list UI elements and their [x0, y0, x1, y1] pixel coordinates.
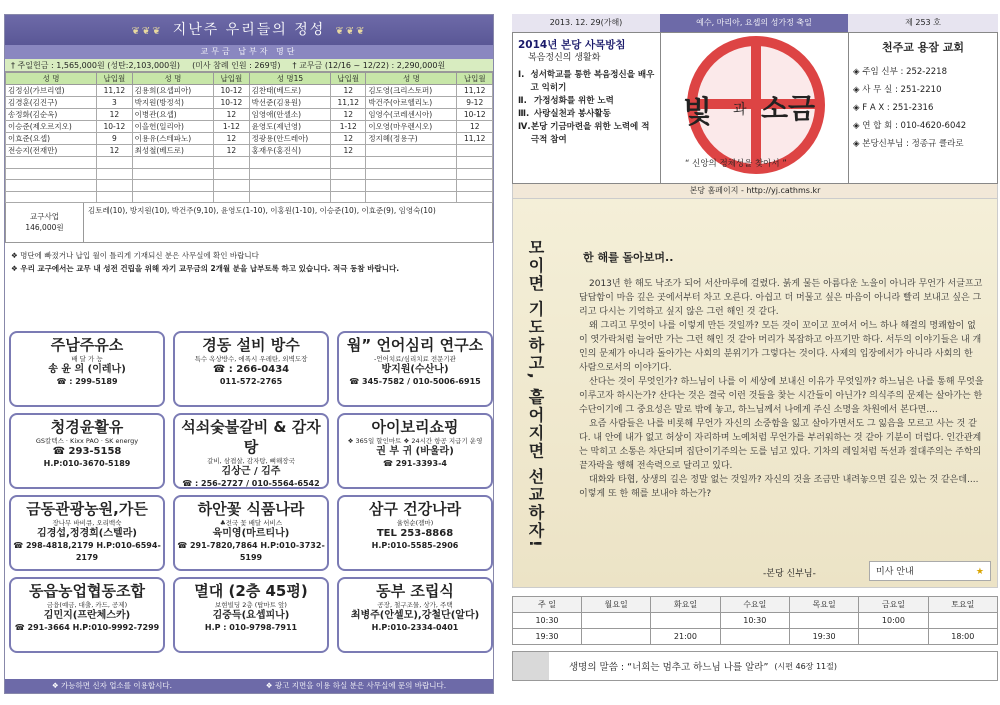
policy-number: Ⅰ.: [518, 70, 525, 80]
ad-box: [9, 495, 165, 571]
corp-label: [6, 203, 84, 242]
policy-title: 2014년 본당 사목방침: [518, 39, 626, 51]
table-cell: 이을헌(일리아): [132, 121, 214, 133]
ad-box: [9, 331, 165, 407]
policy-text: 가정성화를 위한 노력: [534, 96, 614, 106]
right-page: [512, 14, 998, 694]
contact-line: [853, 135, 993, 153]
policy-number: Ⅲ.: [518, 109, 530, 119]
page-title: ❦❦❦ 지난주 우리들의 정성 ❦❦❦: [5, 15, 493, 45]
ad-detail: 율헌순(젬마): [396, 519, 434, 527]
mass-cell: 토요일: [928, 597, 997, 613]
homepage-link[interactable]: 본당 홈페이지 - http://yj.cathms.kr: [512, 184, 998, 198]
essay-paragraph: 2013년 한 해도 낙조가 되어 서산마루에 걸렸다. 붉게 물든 아름다운 노을이 아니라 무언가 서글프고 답답함이 마음 깊은 곳에서부터 차고 오른다. 아쉽고 더 머물고 싶은 마음이 아니라 빨리 보내고 싶은 그리고 다시는 기억하고 싶지 않은 그런 해인 것 같다.: [579, 279, 983, 317]
mass-schedule-table: [512, 596, 998, 645]
ad-box: [9, 413, 165, 489]
ad-detail: 배 달 가 능: [71, 355, 103, 363]
table-cell: [457, 180, 493, 192]
mass-cell: 주 일: [513, 597, 582, 613]
mass-cell: [581, 629, 650, 645]
mass-row: [513, 597, 998, 613]
table-cell: [249, 191, 331, 203]
ad-name: 하안꽃 식품나라: [197, 500, 305, 518]
column-header: 납입월: [214, 73, 249, 85]
mass-cell: [859, 629, 928, 645]
ad-phone: ☎ 291-3393-4: [383, 459, 447, 468]
table-cell: [249, 180, 331, 192]
mass-attendance: (미사 참례 인원 : 269명): [192, 61, 281, 70]
table-cell: 임영애(안셀소): [249, 109, 331, 121]
table-cell: [6, 180, 97, 192]
corp-names: 김토레(10), 방지원(10), 박건주(9,10), 윤영도(1-10), 이홍원(1-10), 이승준(10), 이효준(9), 임영숙(10): [88, 206, 436, 215]
essay-signature: -본당 신부님-: [763, 569, 816, 579]
mass-cell: 19:30: [513, 629, 582, 645]
mass-row: [513, 613, 998, 629]
column-header: 성 명15: [249, 73, 331, 85]
essay-title: 한 해를 돌아보며..: [583, 251, 674, 264]
table-cell: 10-12: [457, 109, 493, 121]
word-of-life: [512, 651, 998, 681]
table-cell: 최성철(베드로): [132, 145, 214, 157]
church-info: [849, 33, 997, 183]
table-cell: 10-12: [214, 97, 249, 109]
table-row: [6, 133, 493, 145]
ad-owner: 김민지(프란체스카): [43, 610, 131, 621]
essay-paragraph: 산다는 것이 무엇인가? 하느님이 나를 이 세상에 보내신 이유가 무엇일까? 하느님은 나를 통해 무엇을 이루고자 하시는가? 산다는 것은 결국 이런 것들을 찾는 시간들이 아닌가? 의식주의 문제는 살아가는 한 수단이기에 그 중요성은 말로 밖에 놓고, 하느님께서 나에게 주신 소명을 차원에서 본다면....: [579, 377, 984, 415]
mass-cell: [720, 629, 789, 645]
contact-line: [853, 63, 993, 81]
vertical-slogan: 모이면 기도하고, 흩어지면 선교하자!: [526, 238, 545, 550]
column-header: 납입월: [331, 73, 366, 85]
table-cell: 12: [331, 133, 366, 145]
table-cell: [97, 157, 132, 169]
table-cell: [331, 168, 366, 180]
table-cell: 12: [97, 109, 132, 121]
mass-cell: [581, 613, 650, 629]
feast-name: 예수, 마리아, 요셉의 성가정 축일: [660, 14, 848, 32]
table-cell: [6, 157, 97, 169]
ad-phone: ☎ 291-7820,7864 H.P:010-3732-5199: [177, 541, 325, 562]
notes: [5, 243, 493, 275]
mass-row: [513, 629, 998, 645]
mass-cell: 21:00: [651, 629, 720, 645]
table-cell: [457, 157, 493, 169]
left-footer: [5, 679, 493, 693]
table-row: [6, 180, 493, 192]
contact-text: 본당신부님 : 정종규 클라로: [862, 139, 964, 149]
contact-line: [853, 117, 993, 135]
table-cell: 12: [331, 109, 366, 121]
table-row: [6, 109, 493, 121]
table-cell: 12: [331, 145, 366, 157]
mass-cell: 화요일: [651, 597, 720, 613]
policy-number: Ⅳ.: [518, 122, 531, 132]
corp-row: [5, 203, 493, 243]
ad-detail: ❖ 365일 할인마트 ❖ 24시간 항공 지급기 운영: [347, 437, 483, 445]
ad-phone: ☎ 298-4818,2179 H.P:010-6594-2179: [13, 541, 161, 562]
ad-box: [337, 413, 493, 489]
corp-label-text: 교구사업 146,000원: [25, 212, 64, 232]
table-cell: [331, 180, 366, 192]
contact-text: 주임 신부 : 252-2218: [862, 67, 947, 77]
column-header: 성 명: [132, 73, 214, 85]
table-cell: 12: [457, 121, 493, 133]
ad-owner: 김경섭,정경희(스텔라): [37, 528, 137, 539]
subtitle: 교무금 납부자 명단: [5, 45, 493, 59]
table-cell: 11,12: [457, 85, 493, 97]
ad-name: 주남주유소: [50, 336, 124, 354]
table-cell: [457, 191, 493, 203]
logo-and: 과: [733, 102, 747, 118]
table-cell: [132, 157, 214, 169]
ad-owner: 송 윤 의 (이레나): [48, 364, 126, 375]
ad-detail: 특수 옥상방수, 에폭시 우레탄, 외벽도장: [194, 355, 308, 363]
ad-detail: 갈비, 삼겹살, 감자탕, 뼈해장국: [207, 457, 295, 465]
mass-guide-label: [869, 561, 991, 581]
table-cell: [366, 168, 457, 180]
ad-detail: 공장, 철구조물, 상가, 주택: [377, 601, 453, 609]
ad-detail: 보현빌딩 2층 (탑마트 앞): [215, 601, 287, 609]
table-cell: [214, 157, 249, 169]
mass-cell: 10:30: [513, 613, 582, 629]
ad-owner: 최병주(안셀모),강철단(알다): [350, 610, 480, 621]
ad-owner: 권 부 귀 (바울라): [376, 446, 454, 457]
footer-note-2: ❖ 광고 지면을 이용 하실 분은 사무실에 문의 바랍니다.: [265, 681, 447, 690]
table-row: [6, 145, 493, 157]
diamond-icon: ◈: [853, 67, 863, 77]
ad-name: 금동관광농원,가든: [26, 500, 148, 518]
header-box: [512, 32, 998, 184]
table-cell: 12: [214, 145, 249, 157]
table-cell: 10-12: [97, 121, 132, 133]
policy-item: [518, 95, 655, 108]
table-cell: 1-12: [331, 121, 366, 133]
table-cell: 11,12: [331, 97, 366, 109]
table-cell: 이병관(요셉): [132, 109, 214, 121]
ad-phone: ☎ 291-3664 H.P:010-9992-7299: [14, 623, 160, 632]
table-cell: 송정화(김순옥): [6, 109, 97, 121]
essay-paragraph: 왜 그리고 무엇이 나를 이렇게 만든 것일까? 모든 것이 꼬이고 꼬여서 어느 하나 해결의 명쾌함이 없이 엿가락처럼 늘어만 가는 그런 해인 것 같아 머리가 복잡하고 아프기만 하다. 서두의 이야기들은 내 개인의 문제가 아니라 돌아가는 사회의 분위기가 그렇다는 것이다. 사제의 입장에서가 아니라 사회의 한 사람으로서의 이야기다.: [579, 321, 982, 373]
contact-text: F A X : 251-2316: [862, 103, 934, 113]
table-cell: 김찬태(베드로): [249, 85, 331, 97]
mass-cell: 월요일: [581, 597, 650, 613]
table-cell: [214, 191, 249, 203]
ad-box: [337, 577, 493, 653]
note-2: ❖ 우리 교구에서는 교무 내 성전 건립을 위해 자기 교무금의 2개월 분을 납부토록 하고 있습니다. 적극 동참 바랍니다.: [11, 264, 400, 273]
table-cell: 9: [97, 133, 132, 145]
ad-owner: ☎ 293-5158: [52, 446, 122, 457]
table-cell: 이오영(마우렌시오): [366, 121, 457, 133]
table-cell: [132, 191, 214, 203]
issue-bar: [512, 14, 998, 32]
table-cell: 10-12: [214, 85, 249, 97]
ad-phone: 011-572-2765: [219, 377, 283, 386]
ad-grid: [9, 331, 493, 653]
diamond-icon: ◈: [853, 139, 863, 149]
ad-owner: 육미영(마르티나): [212, 528, 290, 539]
table-cell: 김도영(크리스토퍼): [366, 85, 457, 97]
ad-box: [9, 577, 165, 653]
policy-subtitle: 복음정신의 생활화: [528, 53, 601, 63]
table-cell: 윤영도(제넌영): [249, 121, 331, 133]
ad-owner: 방지원(수산나): [381, 364, 449, 375]
table-row: [6, 157, 493, 169]
policy-item: [518, 69, 655, 95]
sunday-offering: † 주일헌금 : 1,565,000원 (성탄:2,103,000원): [11, 61, 181, 70]
mass-cell: 10:00: [859, 613, 928, 629]
table-row: [6, 168, 493, 180]
ad-phone: H.P:010-5585-2906: [371, 541, 459, 550]
table-cell: 박선준(김용원): [249, 97, 331, 109]
table-cell: 박지원(방정석): [132, 97, 214, 109]
mass-cell: 18:00: [928, 629, 997, 645]
ad-name: 동부 조립식: [376, 582, 454, 600]
table-cell: [249, 157, 331, 169]
table-cell: 이효준(요셉): [6, 133, 97, 145]
table-row: [6, 121, 493, 133]
table-cell: [97, 168, 132, 180]
table-cell: [97, 180, 132, 192]
table-cell: [132, 168, 214, 180]
star-icon: ★: [975, 567, 984, 577]
ad-phone: ☎ : 256-2727 / 010-5564-6542: [182, 479, 320, 488]
ad-name: 석쇠숯불갈비 & 감자탕: [181, 418, 321, 456]
column-header: 성 명: [6, 73, 97, 85]
table-cell: 전승지(전재만): [6, 145, 97, 157]
policy-text: 본당 기금마련을 위한 노력에 적극적 참여: [530, 122, 650, 145]
table-cell: 11,12: [97, 85, 132, 97]
mass-cell: [928, 613, 997, 629]
table-cell: [214, 168, 249, 180]
summary-bar: [5, 59, 493, 72]
table-cell: 홍재우(홍진식): [249, 145, 331, 157]
note-1: ❖ 명단에 빠졌거나 납입 월이 틀리게 기재되신 분은 사무실에 확인 바랍니다: [11, 251, 259, 260]
mass-cell: [651, 613, 720, 629]
ad-name: 청경윤활유: [50, 418, 124, 436]
logo-subtitle: “ 신앙의 정체성을 찾아서 ”: [685, 159, 787, 169]
mass-cell: 19:30: [789, 629, 858, 645]
ad-owner: 김상근 / 김주: [221, 466, 281, 477]
issue-number: 제 253 호: [848, 14, 998, 32]
ad-box: [173, 577, 329, 653]
table-cell: [366, 145, 457, 157]
mass-cell: [789, 613, 858, 629]
policy-number: Ⅱ.: [518, 96, 527, 106]
issue-date: 2013. 12. 29(가해): [512, 14, 660, 32]
table-cell: 9-12: [457, 97, 493, 109]
table-cell: 박건주(아르헬리노): [366, 97, 457, 109]
ad-detail: 장나무 바비큐, 오리백숙: [52, 519, 122, 527]
policy-text: 성서학교를 통한 복음정신을 배우고 익히기: [530, 70, 655, 93]
ad-phone: H.P : 010-9798-7911: [204, 623, 298, 632]
table-cell: [331, 157, 366, 169]
ad-detail: -언어치료/심리치료 전문기관: [374, 355, 456, 363]
table-cell: 임영수(코레센시아): [366, 109, 457, 121]
ad-name: 경동 설비 방수: [202, 336, 300, 354]
ad-name: 멸대 (2층 45평): [194, 582, 308, 600]
column-header: 납입월: [457, 73, 493, 85]
contact-text: 연 합 회 : 010-4620-6042: [862, 121, 967, 131]
table-cell: 11,12: [457, 133, 493, 145]
diamond-icon: ◈: [853, 85, 863, 95]
table-cell: 1-12: [214, 121, 249, 133]
essay-panel: [512, 198, 998, 588]
ad-name: 웜” 언어심리 연구소: [346, 336, 484, 354]
table-row: [6, 85, 493, 97]
ad-owner: TEL 253-8868: [376, 528, 454, 539]
table-cell: 이승준(제오르지오): [6, 121, 97, 133]
table-cell: 정지혜(정용구): [366, 133, 457, 145]
ad-detail: ♣전국 꽃 배달 서비스: [219, 519, 283, 527]
ad-box: [173, 331, 329, 407]
ad-owner: ☎ : 266-0434: [212, 364, 290, 375]
ad-phone: H.P:010-2334-0401: [371, 623, 459, 632]
table-cell: 김경훈(김진구): [6, 97, 97, 109]
table-row: [6, 97, 493, 109]
essay-paragraph: 대화와 타협, 상생의 길은 정말 없는 것일까? 자신의 것을 조금만 내려놓으면 길은 있는 것 같은데.... 이렇게 또 한 해를 보내야 하는가?: [579, 475, 979, 499]
dues-total: † 교무금 (12/16 ~ 12/22) : 2,290,000원: [292, 61, 446, 70]
ad-phone: H.P:010-3670-5189: [43, 459, 131, 468]
mass-cell: 10:30: [720, 613, 789, 629]
table-cell: [97, 191, 132, 203]
diamond-icon: ◈: [853, 121, 863, 131]
dues-table: [5, 72, 493, 203]
column-header: 성 명: [366, 73, 457, 85]
table-cell: 김정심(가브리엘): [6, 85, 97, 97]
newsletter-logo: [661, 33, 849, 183]
table-cell: [132, 180, 214, 192]
column-header: 납입월: [97, 73, 132, 85]
ad-name: 아이보리쇼핑: [371, 418, 459, 436]
word-text: 생명의 말씀 : “너희는 멈추고 하느님 나를 알라”: [569, 662, 769, 673]
table-cell: 12: [331, 85, 366, 97]
table-cell: 3: [97, 97, 132, 109]
mass-cell: 목요일: [789, 597, 858, 613]
diamond-icon: ◈: [853, 103, 863, 113]
contact-line: [853, 81, 993, 99]
ad-box: [337, 331, 493, 407]
policy-item: [518, 108, 655, 121]
ad-detail: GS칼텍스 · Kixx PAO · SK energy: [35, 437, 139, 445]
table-cell: [6, 168, 97, 180]
church-name: 천주교 용잠 교회: [881, 41, 965, 54]
contact-line: [853, 99, 993, 117]
mass-guide-text: 미사 안내: [876, 567, 914, 577]
table-cell: [366, 191, 457, 203]
table-cell: 정광용(안드레아): [249, 133, 331, 145]
ad-owner: 김중득(요셉피나): [212, 610, 290, 621]
ad-phone: ☎ : 299-5189: [56, 377, 118, 386]
policy-item: [518, 121, 655, 147]
table-cell: 김용희(요셉피아): [132, 85, 214, 97]
contact-text: 사 무 실 : 251-2210: [862, 85, 942, 95]
table-cell: 12: [214, 133, 249, 145]
ad-box: [173, 495, 329, 571]
ad-box: [337, 495, 493, 571]
ad-box: [173, 413, 329, 489]
table-cell: [457, 145, 493, 157]
table-cell: [6, 191, 97, 203]
ad-name: 삼구 건강나라: [368, 500, 462, 518]
left-page: [4, 14, 494, 694]
ad-name: 동읍농업협동조합: [29, 582, 145, 600]
table-cell: [214, 180, 249, 192]
table-cell: 12: [97, 145, 132, 157]
essay-paragraph: 요즘 사람들은 나를 비롯해 무언가 자신의 소중함을 잃고 살아가면서도 그 잃음을 모르고 사는 것 같다. 내 안에 내가 없고 허상이 자리하며 노예처럼 무언가를 부러워하는 것 같아 기분이 더럽다. 인간관계는 막히고 소통은 차단되며 집단이기주의는 도를 넘고 있다. 기차의 레일처럼 독선과 절대주의는 주학의 끝자락을 행해 전속력으로 달리고 있다.: [579, 419, 982, 471]
table-row: [6, 191, 493, 203]
table-cell: [331, 191, 366, 203]
word-reference: (시편 46장 11절): [774, 661, 837, 671]
essay-body: [579, 277, 984, 501]
table-cell: [457, 168, 493, 180]
footer-note-1: ❖ 가능하면 신자 업소를 이용합시다.: [51, 681, 172, 690]
jesus-image: [513, 652, 549, 680]
table-cell: [366, 157, 457, 169]
ad-detail: 금융(예금, 대출, 카드, 공제): [46, 601, 128, 609]
mass-cell: 수요일: [720, 597, 789, 613]
policy-text: 사랑실천과 봉사활동: [534, 109, 611, 119]
table-cell: [366, 180, 457, 192]
table-cell: [249, 168, 331, 180]
logo-light: 빛: [683, 95, 712, 130]
ad-phone: ☎ 345-7582 / 010-5006-6915: [349, 377, 481, 386]
table-cell: 12: [214, 109, 249, 121]
logo-salt: 소금: [761, 92, 816, 125]
table-cell: 이용유(스테파노): [132, 133, 214, 145]
pastoral-policy: [513, 33, 661, 183]
mass-cell: 금요일: [859, 597, 928, 613]
